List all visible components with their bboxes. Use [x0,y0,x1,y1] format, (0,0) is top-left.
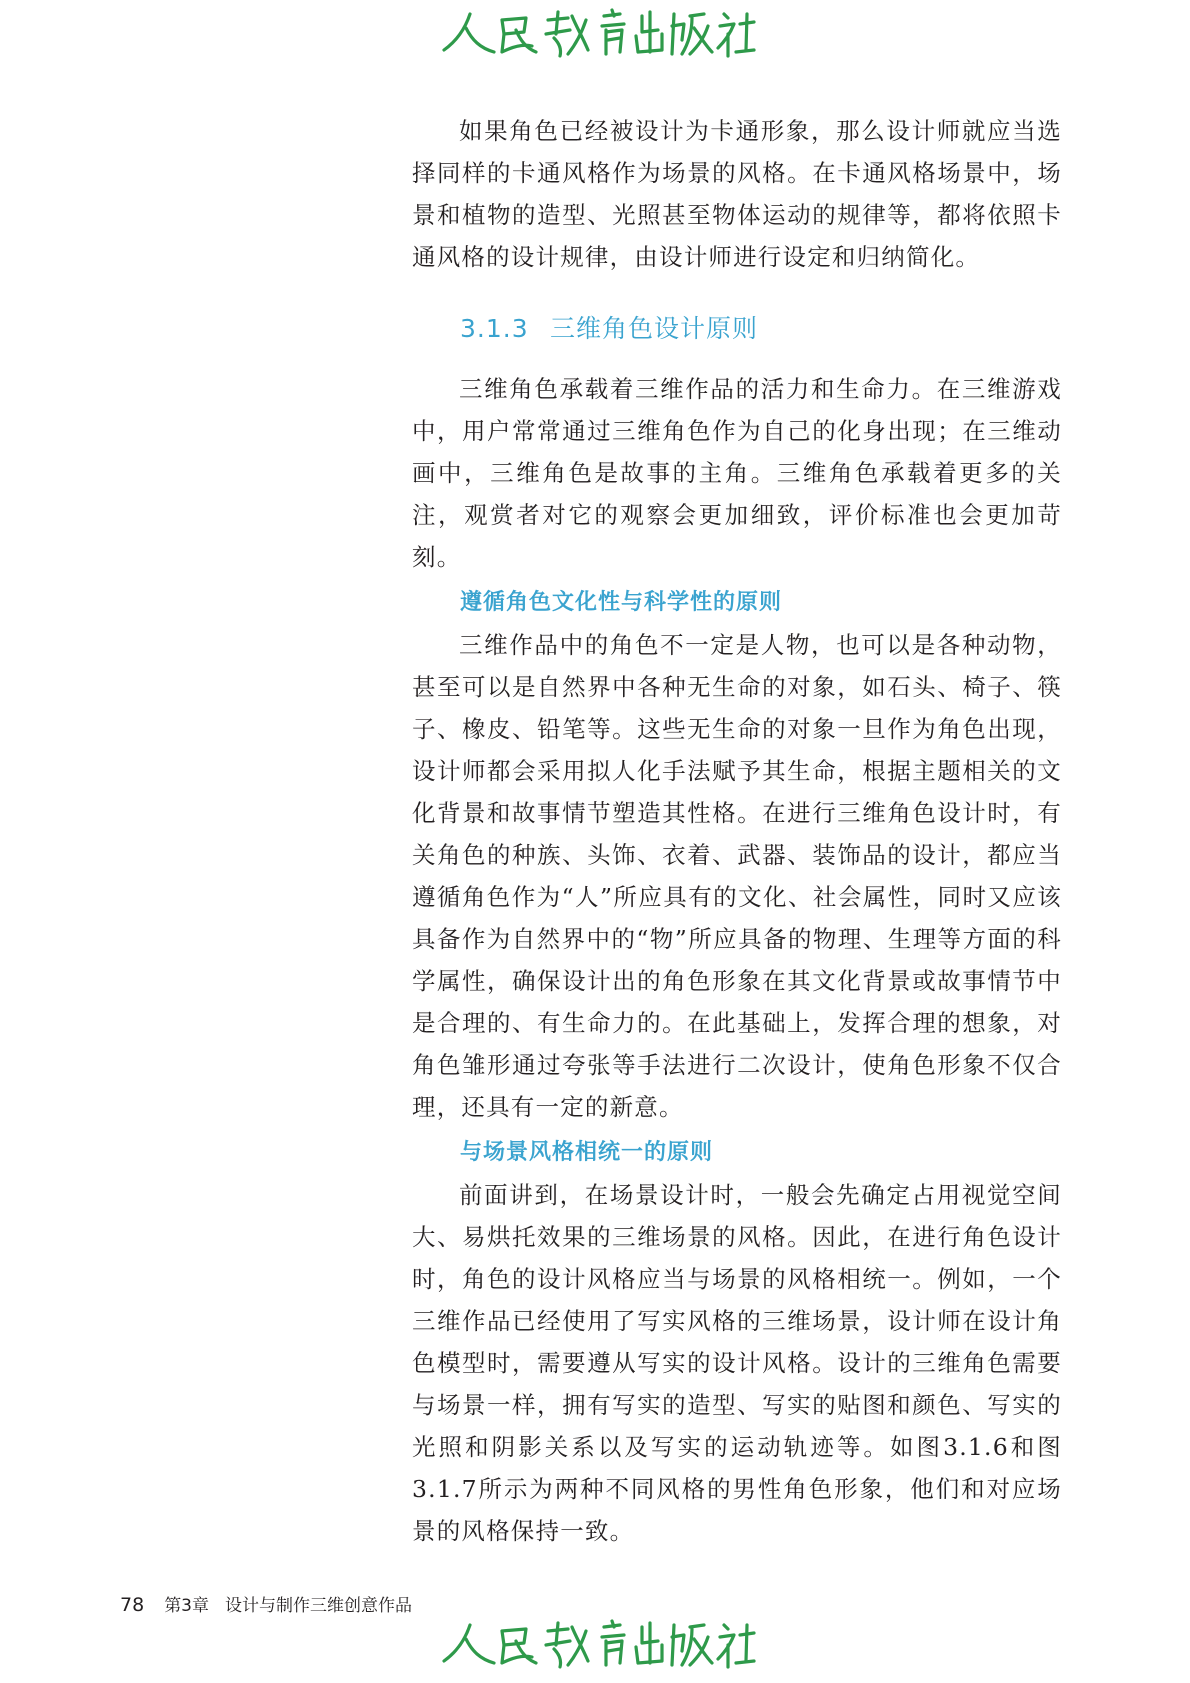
principle-2-heading: 与场景风格相统一的原则 [460,1140,714,1165]
section-heading [412,304,1062,354]
intro-paragraph: 如果角色已经被设计为卡通形象，那么设计师就应当选择同样的卡通风格作为场景的风格。在卡通风格场景中，场景和植物的造型、光照甚至物体运动的规律等，都将依照卡通风格的设计规律，由设计师进行设定和归纳简化。 [412,117,1062,271]
principle-1-heading: 遵循角色文化性与科学性的原则 [460,590,783,615]
principle-2-paragraph: 前面讲到，在场景设计时，一般会先确定占用视觉空间大、易烘托效果的三维场景的风格。因此，在进行角色设计时，角色的设计风格应当与场景的风格相统一。例如，一个三维作品已经使用了写实风格的三维场景，设计师在设计角色模型时，需要遵从写实的设计风格。设计的三维角色需要与场景一样，拥有写实的造型、写实的贴图和颜色、写实的光照和阴影关系以及写实的运动轨迹等。如图3.1.6和图3.1.7所示为两种不同风格的男性角色形象，他们和对应场景的风格保持一致。 [412,1181,1062,1545]
chapter-title: 设计与制作三维创意作品 [225,1596,413,1616]
publisher-logo-bottom [436,1617,756,1673]
section-paragraph: 三维角色承载着三维作品的活力和生命力。在三维游戏中，用户常常通过三维角色作为自己的化身出现；在三维动画中，三维角色是故事的主角。三维角色承载着更多的关注，观赏者对它的观察会更加细致，评价标准也会更加苛刻。 [412,375,1062,571]
page-number: 78 [120,1594,145,1616]
section-title: 三维角色设计原则 [550,314,759,343]
page-body [412,110,1062,1552]
principle-1-paragraph: 三维作品中的角色不一定是人物，也可以是各种动物，甚至可以是自然界中各种无生命的对象，如石头、椅子、筷子、橡皮、铅笔等。这些无生命的对象一旦作为角色出现，设计师都会采用拟人化手法赋予其生命，根据主题相关的文化背景和故事情节塑造其性格。在进行三维角色设计时，有关角色的种族、头饰、衣着、武器、装饰品的设计，都应当遵循角色作为“人”所应具有的文化、社会属性，同时又应该具备作为自然界中的“物”所应具备的物理、生理等方面的科学属性，确保设计出的角色形象在其文化背景或故事情节中是合理的、有生命力的。在此基础上，发挥合理的想象，对角色雏形通过夸张等手法进行二次设计，使角色形象不仅合理，还具有一定的新意。 [412,631,1062,1121]
page-footer [120,1591,412,1616]
publisher-logo-top [436,6,756,62]
section-number: 3.1.3 [460,314,529,343]
chapter-label: 第3章 [164,1596,210,1616]
